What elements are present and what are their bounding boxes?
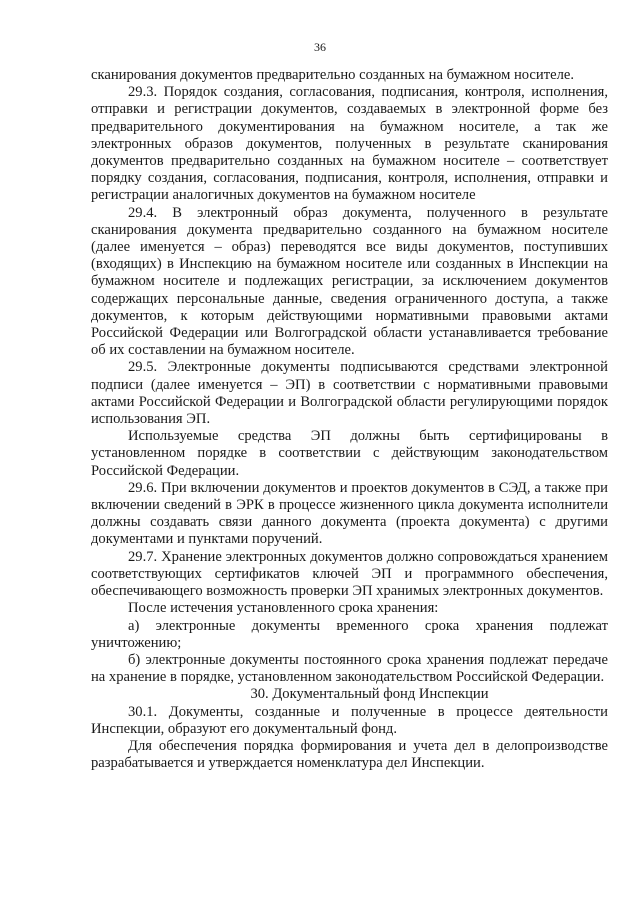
paragraph-continuation: сканирования документов предварительно созданных на бумажном носителе. <box>91 67 574 83</box>
paragraph-29-3: 29.3. Порядок создания, согласования, подписания, контроля, исполнения, отправки и регистрации документов, создаваемых в электронной форме без предварительного документирования на бумажном носителе, а так же электронных образов документов, полученных в результате сканирования документов предварительно созданных на бумажном носителе – соответствует порядку создания, согласования, подписания, контроля, исполнения, отправки и регистрации аналогичных документов на бумажном носителе <box>91 84 608 204</box>
paragraph-29-7: 29.7. Хранение электронных документов должно сопровождаться хранением соответствующих сертификатов ключей ЭП и программного обеспечения, обеспечивающего возможность проверки ЭП хранимых электронных документов. <box>91 548 608 600</box>
page-number: 36 <box>314 40 326 54</box>
list-item-a: а) электронные документы временного срока хранения подлежат уничтожению; <box>91 617 608 651</box>
document-body <box>91 67 608 772</box>
list-item-b: б) электронные документы постоянного срока хранения подлежат передаче на хранение в порядке, установленном законодательством Российской Федерации. <box>91 651 608 686</box>
paragraph-29-4: 29.4. В электронный образ документа, полученного в результате сканирования документа предварительно созданного на бумажном носителе (далее именуется – образ) переводятся все виды документов, поступивших (входящих) в Инспекцию на бумажном носителе или созданных в Инспекции на бумажном носителе и подлежащих регистрации, за исключением документов содержащих персональные данные, сведения ограниченного доступа, а также документов, к которым действующими нормативными правовыми актами Российской Федерации или Волгоградской области устанавливается требование об их составлении на бумажном носителе. <box>91 204 608 359</box>
paragraph-29-5: 29.5. Электронные документы подписываются средствами электронной подписи (далее именуется – ЭП) в соответствии с нормативными правовыми актами Российской Федерации и Волгоградской области регулирующими порядок использования ЭП. <box>91 359 608 428</box>
section-heading-30: 30. Документальный фонд Инспекции <box>250 686 489 703</box>
paragraph-nomenclature: Для обеспечения порядка формирования и учета дел в делопроизводстве разрабатывается и утверждается номенклатура дел Инспекции. <box>91 737 608 772</box>
paragraph-30-1: 30.1. Документы, созданные и полученные в процессе деятельности Инспекции, образуют его документальный фонд. <box>91 703 608 737</box>
paragraph-after-retention: После истечения установленного срока хранения: <box>128 600 439 617</box>
paragraph-29-6: 29.6. При включении документов и проектов документов в СЭД, а также при включении сведений в ЭРК в процессе жизненного цикла документа исполнители должны создавать связи данного документа (проекта документа) с другими документами и пунктами поручений. <box>91 479 608 548</box>
paragraph-ep-certification: Используемые средства ЭП должны быть сертифицированы в установленном порядке в соответствии с действующим законодательством Российской Федерации. <box>91 428 608 479</box>
